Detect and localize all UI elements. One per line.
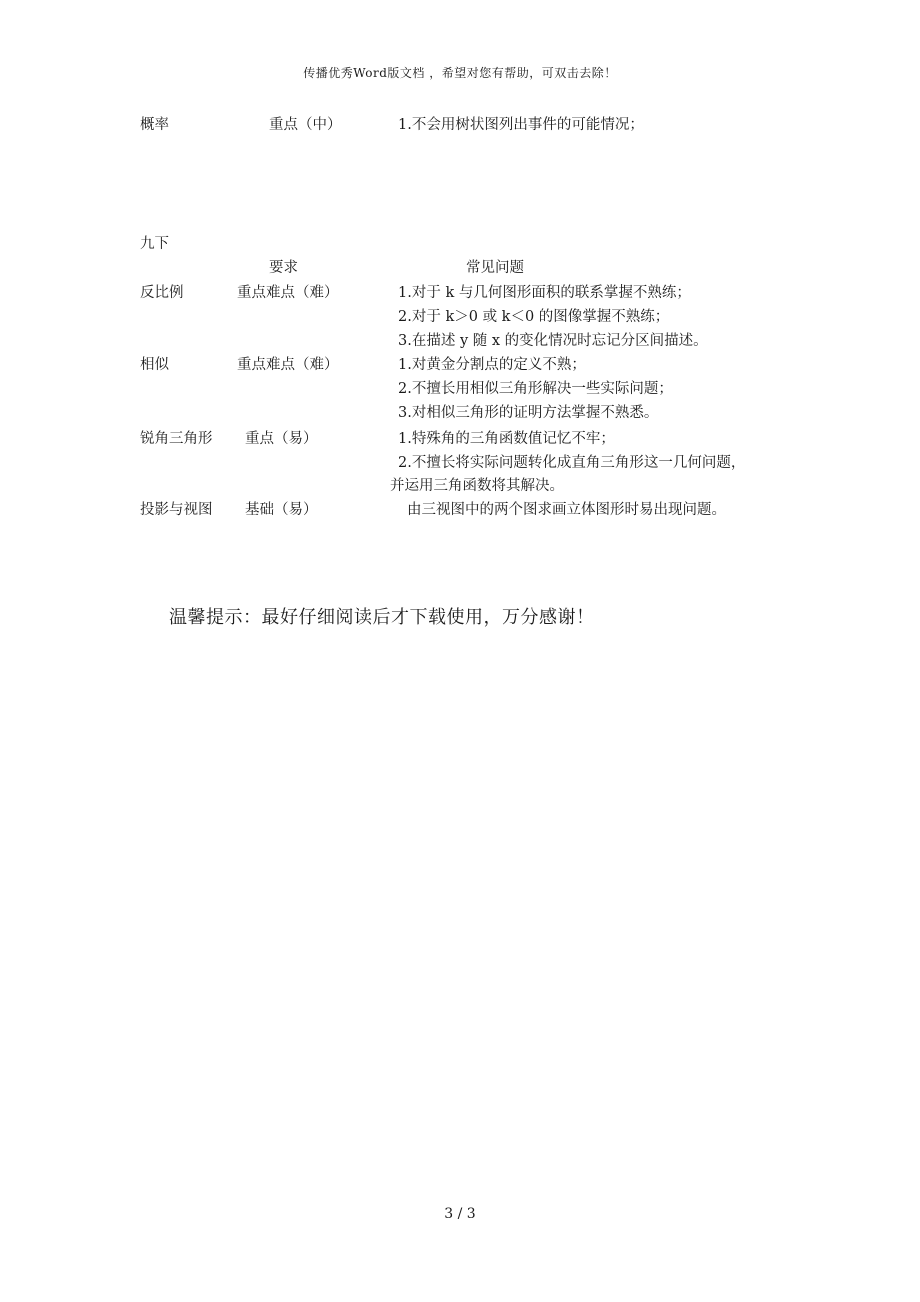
issue-line: 3.对相似三角形的证明方法掌握不熟悉。 [398, 405, 659, 421]
topic-acute-triangle: 锐角三角形 [140, 431, 213, 447]
level-inverse-proportion: 重点难点（难） [237, 285, 339, 301]
issue-line: 3.在描述 y 随 x 的变化情况时忘记分区间描述。 [398, 333, 708, 349]
topic-similarity: 相似 [140, 357, 169, 373]
page-number: 3 / 3 [444, 1206, 476, 1222]
issue-line: 2.对于 k＞0 或 k＜0 的图像掌握不熟练； [398, 309, 670, 325]
column-header-requirement: 要求 [269, 260, 298, 276]
column-header-issues: 常见问题 [466, 260, 524, 276]
issue-probability: 1.不会用树状图列出事件的可能情况； [398, 117, 644, 133]
header-note: 传播优秀Word版文档 ，希望对您有帮助，可双击去除！ [303, 66, 617, 80]
issue-line: 由三视图中的两个图求画立体图形时易出现问题。 [407, 502, 726, 518]
level-probability: 重点（中） [269, 117, 342, 133]
download-tip: 温馨提示：最好仔细阅读后才下载使用，万分感谢！ [169, 607, 595, 628]
issue-line: 1.对黄金分割点的定义不熟； [398, 357, 586, 373]
topic-inverse-proportion: 反比例 [140, 285, 184, 301]
topic-probability: 概率 [140, 117, 169, 133]
issue-line: 2.不擅长将实际问题转化成直角三角形这一几何问题， [398, 455, 746, 471]
issue-line: 1.对于 k 与几何图形面积的联系掌握不熟练； [398, 285, 691, 301]
section-title: 九下 [140, 236, 169, 252]
issue-line: 2.不擅长用相似三角形解决一些实际问题； [398, 381, 673, 397]
issue-line: 并运用三角函数将其解决。 [390, 478, 564, 494]
level-acute-triangle: 重点（易） [245, 431, 318, 447]
issue-line: 1.特殊角的三角函数值记忆不牢； [398, 431, 615, 447]
topic-projection-view: 投影与视图 [140, 502, 213, 518]
level-projection-view: 基础（易） [245, 502, 318, 518]
level-similarity: 重点难点（难） [237, 357, 339, 373]
